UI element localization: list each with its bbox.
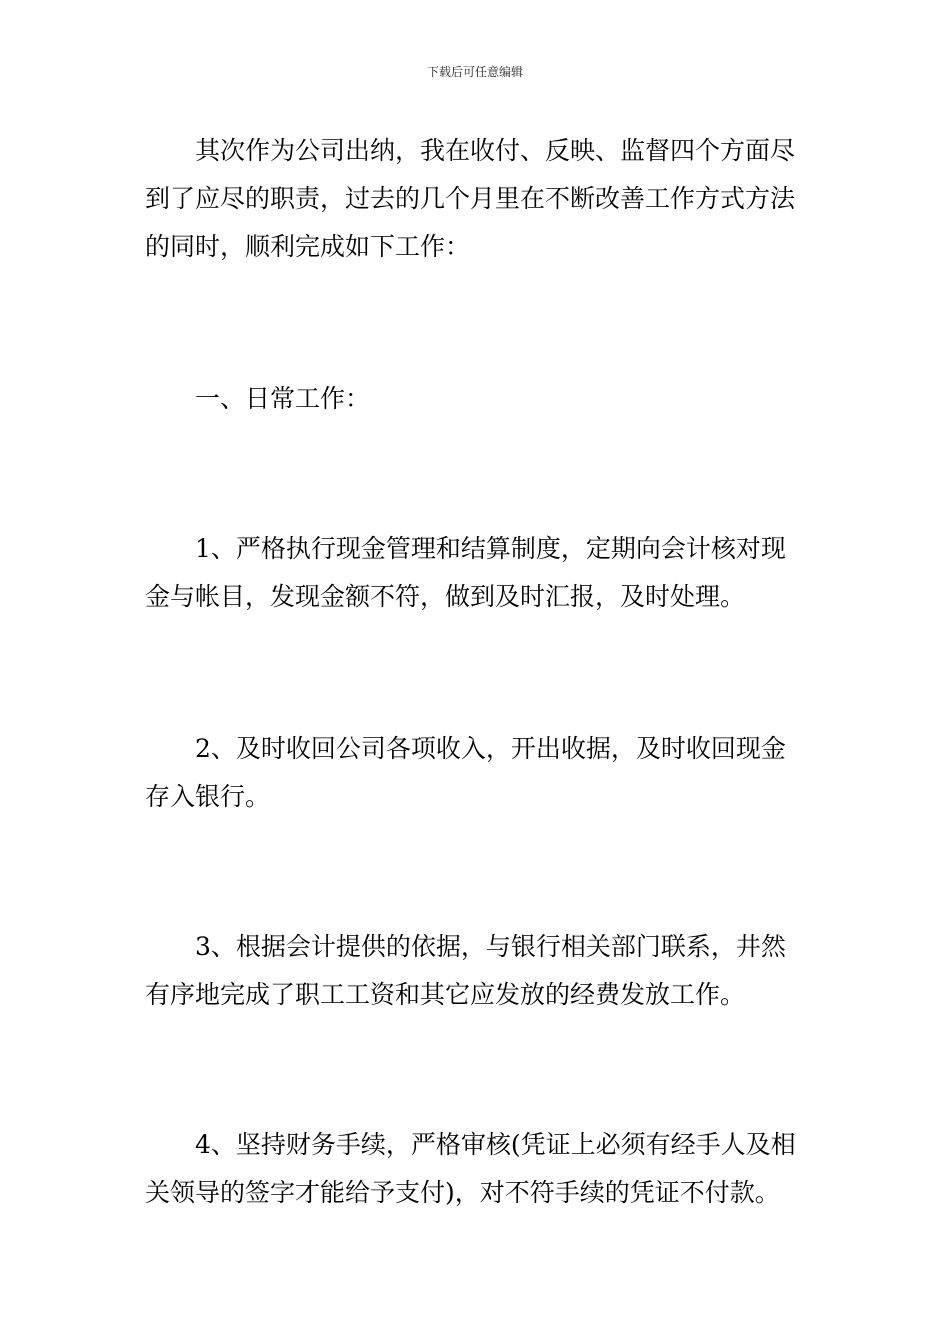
paragraph-intro: 其次作为公司出纳，我在收付、反映、监督四个方面尽到了应尽的职责，过去的几个月里在不断改善工作方式方法的同时，顺利完成如下工作： <box>145 136 796 261</box>
paragraph-item-4: 4、坚持财务手续，严格审核(凭证上必须有经手人及相关领导的签字才能给予支付)，对不符手续的凭证不付款。 <box>145 1130 796 1207</box>
page-header: 下载后可任意编辑 <box>426 65 523 79</box>
section-heading-daily-work: 一、日常工作： <box>195 384 371 413</box>
paragraph-item-2: 2、及时收回公司各项收入，开出收据，及时收回现金存入银行。 <box>145 734 786 811</box>
paragraph-item-1: 1、严格执行现金管理和结算制度，定期向会计核对现金与帐目，发现金额不符，做到及时汇报，及时处理。 <box>145 534 786 611</box>
paragraph-item-3: 3、根据会计提供的依据，与银行相关部门联系，井然有序地完成了职工工资和其它应发放的经费发放工作。 <box>145 932 786 1009</box>
